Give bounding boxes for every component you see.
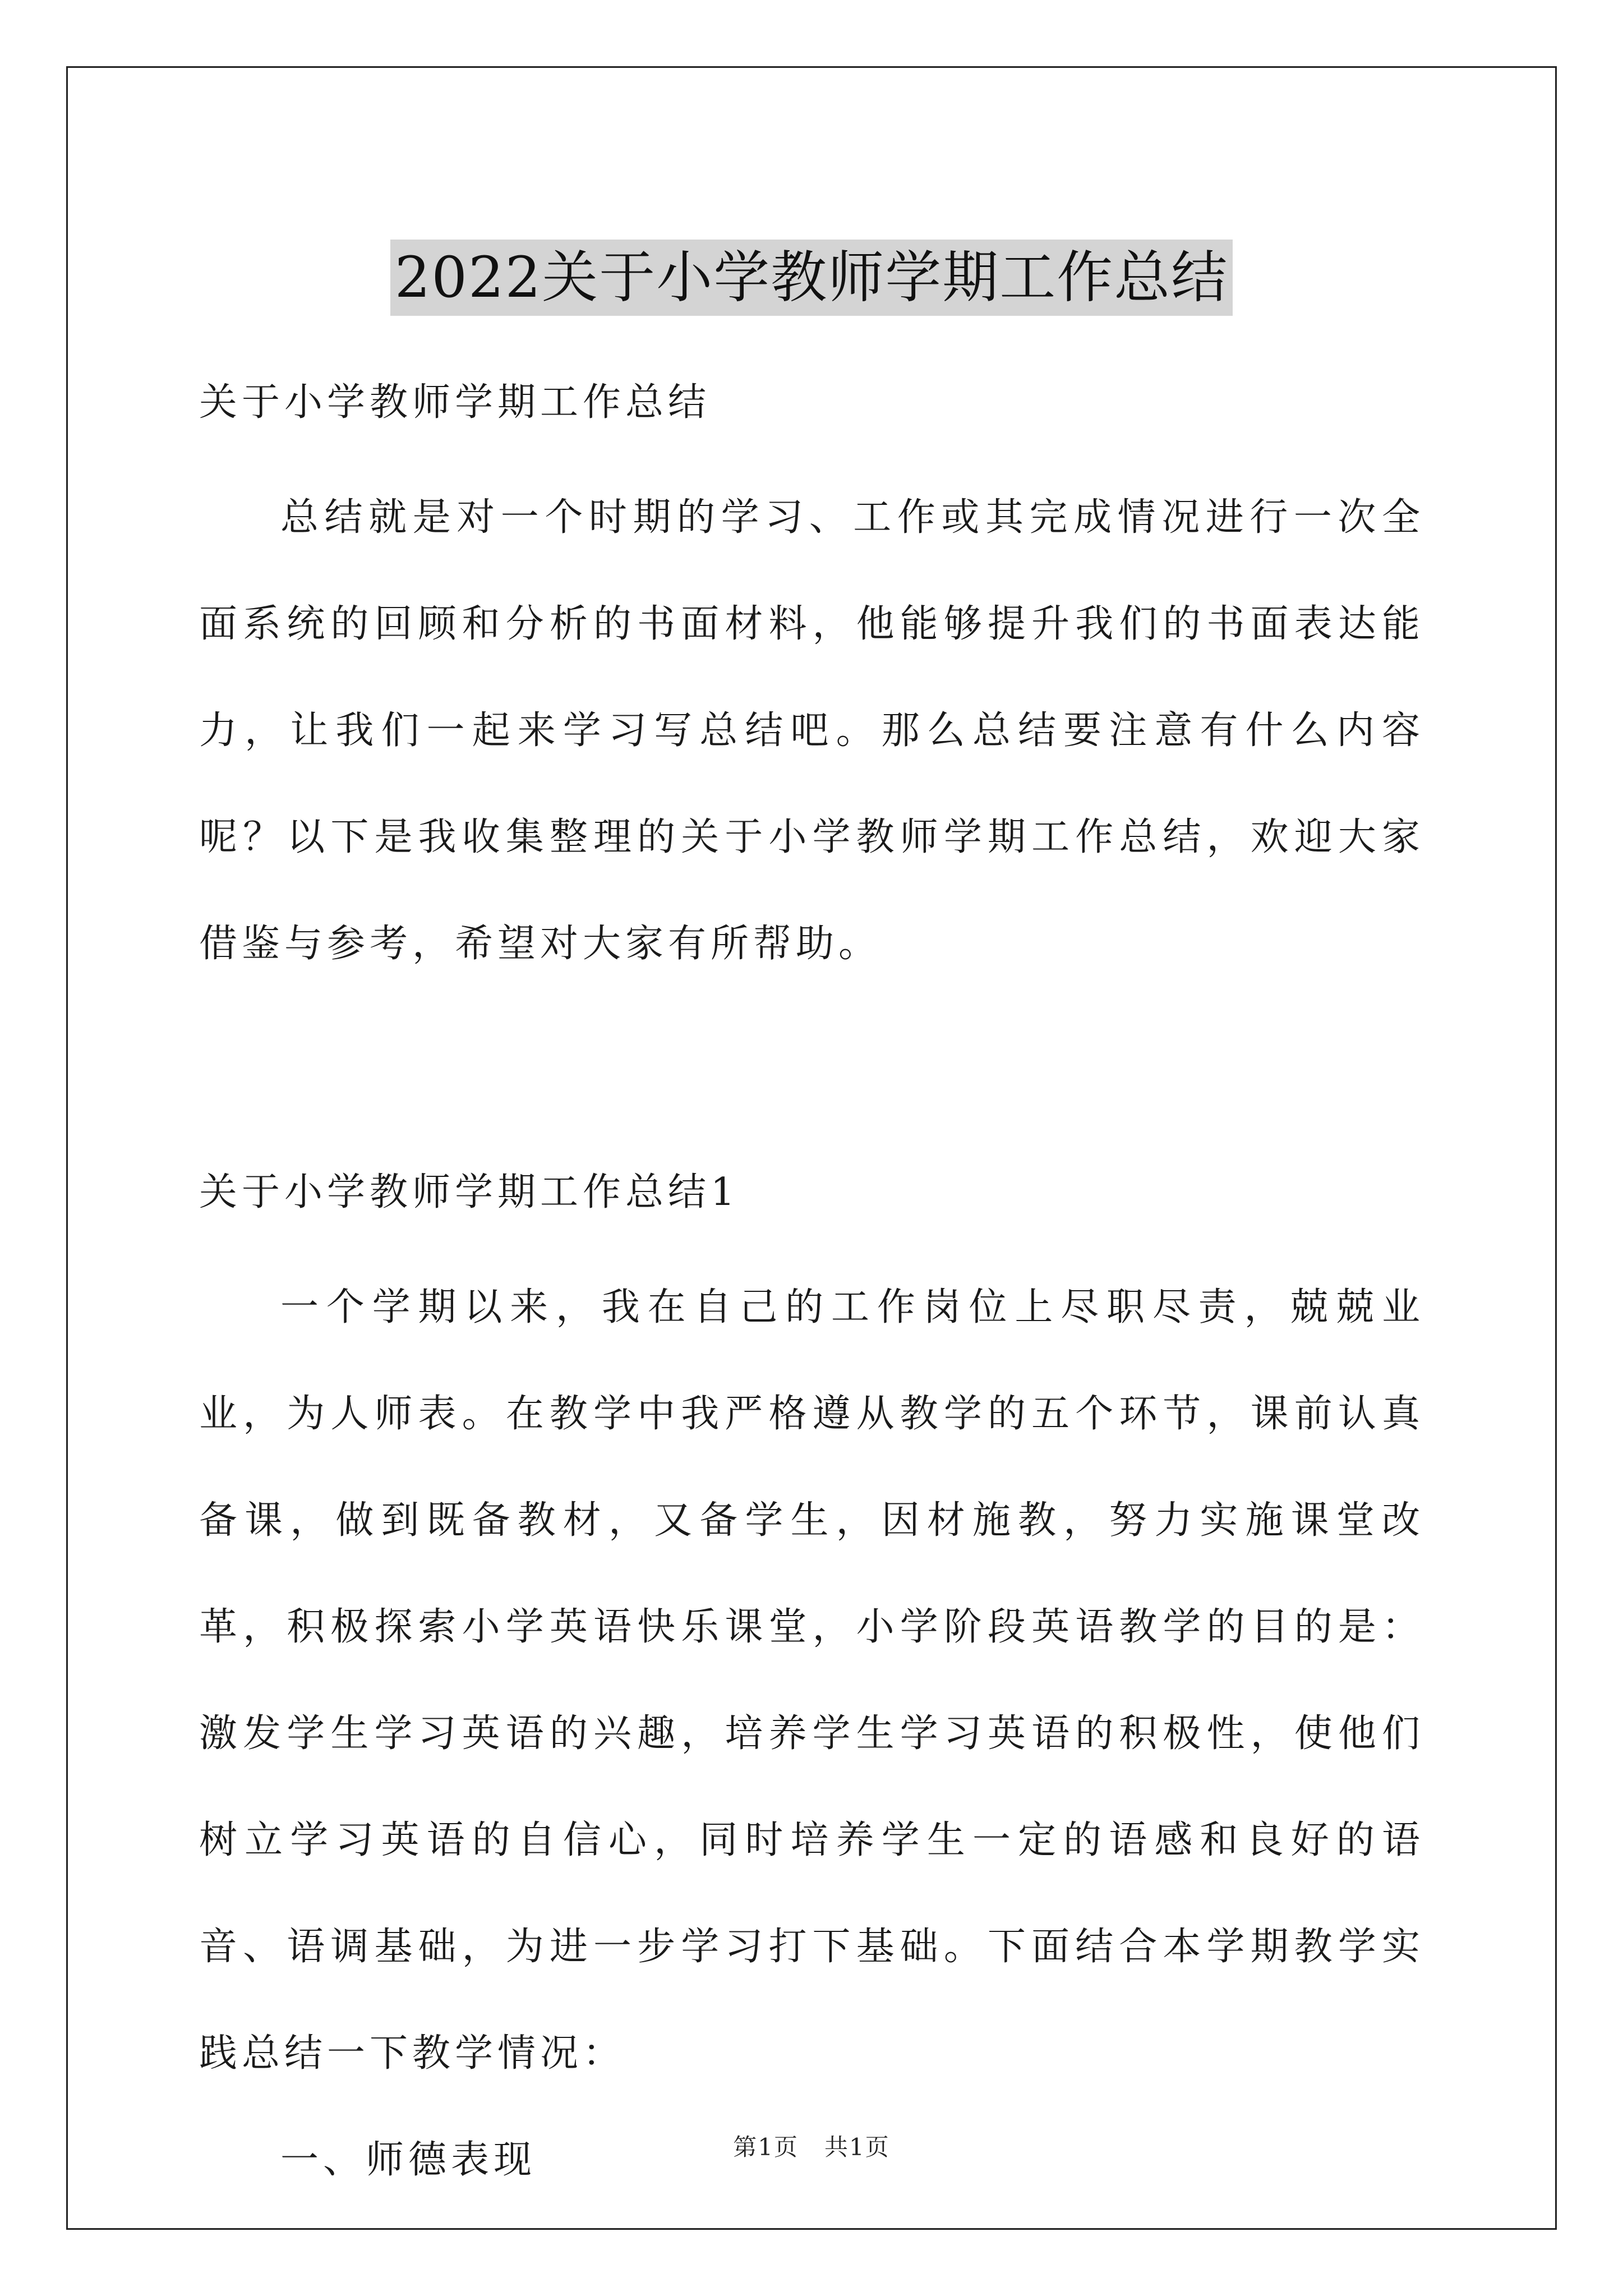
document-title: 2022关于小学教师学期工作总结	[390, 240, 1233, 316]
page-number: 第1页	[733, 2133, 799, 2161]
subsection-heading-1: 一、师德表现	[280, 2138, 537, 2182]
section-1-paragraph: 一个学期以来，我在自己的工作岗位上尽职尽责，兢兢业业，为人师表。在教学中我严格遵从教学的五个环节，课前认真备课，做到既备教材，又备学生，因材施教，努力实施课堂改革，积极探索小学英语快乐课堂，小学阶段英语教学的目的是：激发学生学习英语的兴趣，培养学生学习英语的积极性，使他们树立学习英语的自信心，同时培养学生一定的语感和良好的语音、语调基础，为进一步学习打下基础。下面结合本学期教学实践总结一下教学情况：	[199, 1285, 1424, 2076]
document-body	[199, 314, 1424, 2214]
section-heading-1: 关于小学教师学期工作总结1	[199, 1170, 740, 1214]
document-subtitle: 关于小学教师学期工作总结	[199, 380, 711, 425]
intro-paragraph: 总结就是对一个时期的学习、工作或其完成情况进行一次全面系统的回顾和分析的书面材料，他能够提升我们的书面表达能力，让我们一起来学习写总结吧。那么总结要注意有什么内容呢？以下是我收集整理的关于小学教师学期工作总结，欢迎大家借鉴与参考，希望对大家有所帮助。	[199, 495, 1424, 966]
page-footer	[0, 2132, 1623, 2163]
page-total: 共1页	[824, 2133, 890, 2161]
